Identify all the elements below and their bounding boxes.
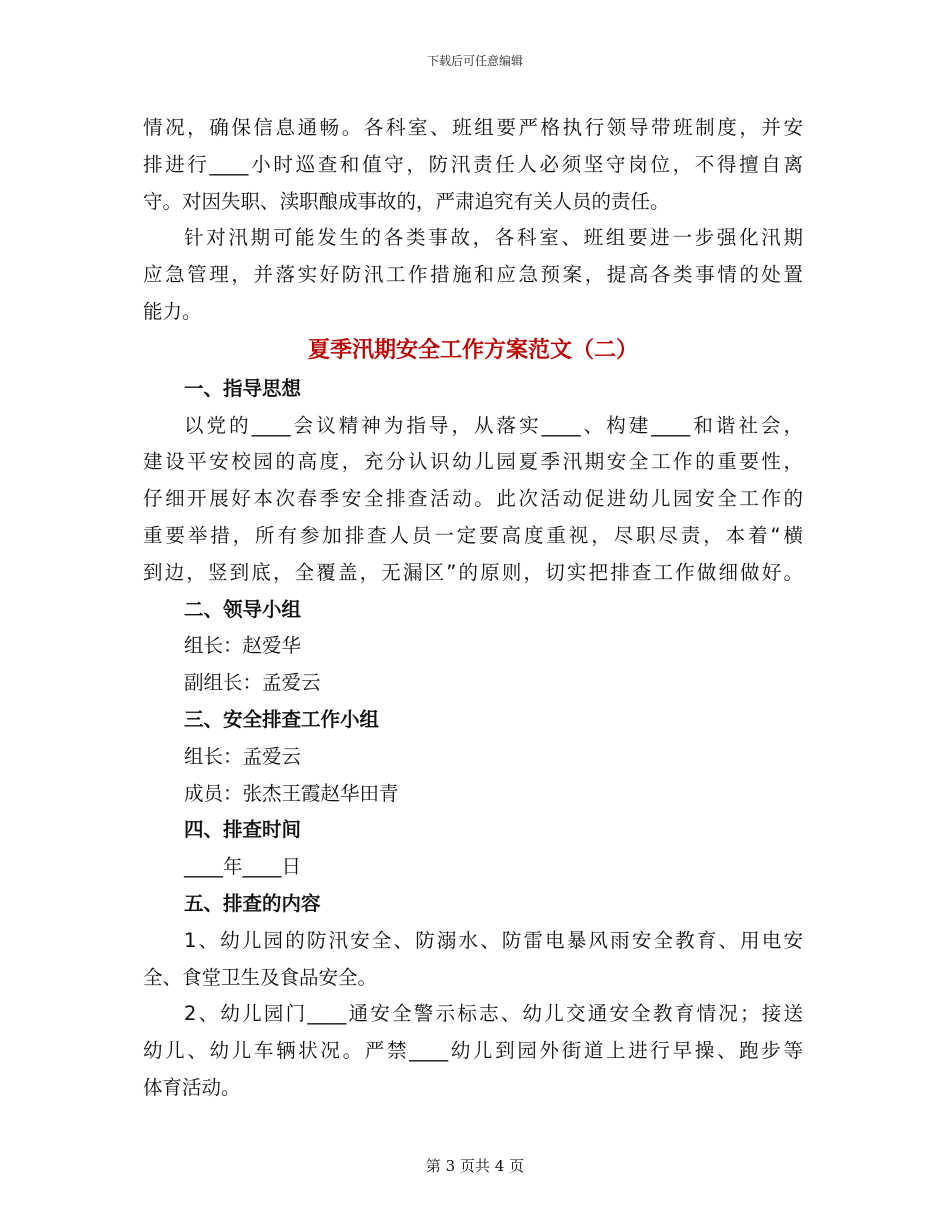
- document-body: [143, 110, 803, 1107]
- section-heading: 四、排查时间: [184, 818, 302, 842]
- paragraph-line: 幼儿、幼儿车辆状况。严禁____幼儿到园外街道上进行早操、跑步等: [143, 1039, 803, 1063]
- paragraph-line: 重要举措，所有参加排查人员一定要高度重视，尽职尽责，本着“横: [143, 523, 803, 547]
- section-heading: 二、领导小组: [184, 597, 302, 621]
- paragraph-line: 到边，竖到底，全覆盖，无漏区”的原则，切实把排查工作做细做好。: [143, 560, 803, 584]
- paragraph-line: 守。对因失职、渎职酿成事故的，严肃追究有关人员的责任。: [143, 189, 670, 213]
- paragraph-line: 建设平安校园的高度，充分认识幼儿园夏季汛期安全工作的重要性，: [143, 450, 803, 474]
- paragraph-line: 应急管理，并落实好防汛工作措施和应急预案，提高各类事情的处置: [143, 263, 803, 287]
- paragraph-line: 仔细开展好本次春季安全排查活动。此次活动促进幼儿园安全工作的: [143, 487, 803, 511]
- paragraph-line: 能力。: [143, 299, 202, 323]
- list-item: 组长：孟爱云: [184, 744, 302, 768]
- section-title: 夏季汛期安全工作方案范文（二）: [307, 337, 638, 363]
- list-item: 副组长：孟爱云: [184, 671, 321, 695]
- paragraph-line: 全、食堂卫生及食品安全。: [143, 965, 378, 989]
- section-heading: 五、排查的内容: [184, 891, 321, 915]
- paragraph-line: 1、幼儿园的防汛安全、防溺水、防雷电暴风雨安全教育、用电安: [184, 928, 803, 952]
- paragraph-line: 以党的____会议精神为指导，从落实____、构建____和谐社会，: [184, 413, 803, 437]
- section-heading: 一、指导思想: [184, 376, 302, 400]
- paragraph-line: 排进行____小时巡查和值守，防汛责任人必须坚守岗位，不得擅自离: [143, 152, 803, 176]
- page-footer: 第 3 页共 4 页: [425, 1157, 525, 1175]
- list-item: ____年____日: [184, 855, 302, 879]
- list-item: 成员：张杰王霞赵华田青: [184, 781, 399, 805]
- list-item: 组长：赵爱华: [184, 634, 302, 658]
- paragraph-line: 2、幼儿园门____通安全警示标志、幼儿交通安全教育情况；接送: [184, 1002, 803, 1026]
- page-header: 下载后可任意编辑: [426, 54, 523, 68]
- paragraph-line: 情况，确保信息通畅。各科室、班组要严格执行领导带班制度，并安: [143, 116, 803, 139]
- section-heading: 三、安全排查工作小组: [184, 707, 380, 731]
- paragraph-line: 体育活动。: [143, 1075, 241, 1099]
- paragraph-line: 针对汛期可能发生的各类事故，各科室、班组要进一步强化汛期: [184, 226, 803, 250]
